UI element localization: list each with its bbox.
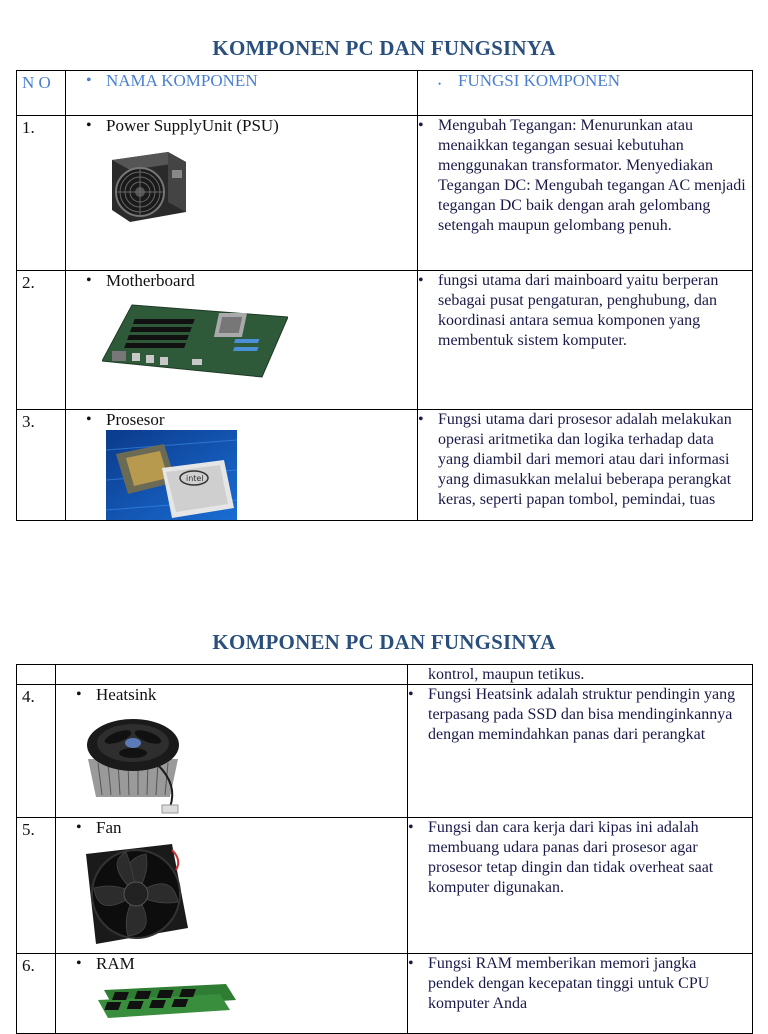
table-row xyxy=(17,116,753,271)
table-row xyxy=(17,665,753,685)
continuation-text: kontrol, maupun tetikus. xyxy=(408,665,753,685)
header-no: N O xyxy=(17,71,66,116)
table-row xyxy=(17,271,753,410)
row-number: 1. xyxy=(17,116,66,271)
page-title: KOMPONEN PC DAN FUNGSINYA xyxy=(212,630,556,654)
component-name: Fan xyxy=(96,818,122,837)
table-row xyxy=(17,410,753,521)
header-func: FUNGSI KOMPONEN xyxy=(458,71,620,90)
component-name: Power SupplyUnit (PSU) xyxy=(106,116,279,135)
component-function: fungsi utama dari mainboard yaitu berperan sebagai pusat pengaturan, penghubung, dan koordinasi antara semua komponen yang membentuk sistem komputer. xyxy=(438,272,719,349)
name-cell xyxy=(66,271,418,410)
func-cell xyxy=(408,954,753,1034)
fan-image xyxy=(76,840,403,948)
name-cell xyxy=(56,665,408,685)
component-function: Fungsi utama dari prosesor adalah melakukan operasi aritmetika dan logika terhadap data yang diambil dari memori atau dari informasi yang dimasukkan melalui beberapa perangkat keras, seperti papan tombol, pemindai, tuas xyxy=(438,411,732,508)
bullet-icon: • xyxy=(86,72,92,89)
name-cell xyxy=(66,410,418,521)
name-cell xyxy=(56,818,408,954)
component-function: Fungsi Heatsink adalah struktur pendingin yang terpasang pada SSD dan bisa mendinginkannya dengan memindahkan panas dari perangkat xyxy=(428,686,736,743)
heatsink-image xyxy=(78,705,403,817)
bullet-icon: • xyxy=(86,272,92,289)
component-table xyxy=(16,70,753,521)
header-name-cell xyxy=(66,71,418,116)
component-name: RAM xyxy=(96,954,135,973)
table-row xyxy=(17,685,753,818)
svg-text:intel: intel xyxy=(186,474,204,483)
component-function: Mengubah Tegangan: Menurunkan atau menaikkan tegangan sesuai kebutuhan menggunakan transformator. Menyediakan Tegangan DC: Mengubah tegangan AC menjadi tegangan DC baik dengan arah gelombang setengah maupun gelombang penuh. xyxy=(438,117,746,234)
header-func-cell xyxy=(418,71,753,116)
func-cell xyxy=(418,271,753,410)
func-cell xyxy=(408,818,753,954)
bullet-icon: • xyxy=(418,272,424,289)
processor-image xyxy=(106,430,413,520)
name-cell xyxy=(66,116,418,271)
psu-image xyxy=(106,142,413,226)
func-cell xyxy=(418,116,753,271)
component-name: Prosesor xyxy=(106,410,165,429)
func-cell xyxy=(418,410,753,521)
header-name: NAMA KOMPONEN xyxy=(106,71,258,90)
name-cell xyxy=(56,685,408,818)
func-cell xyxy=(408,685,753,818)
table-row xyxy=(17,818,753,954)
component-table xyxy=(16,664,753,1034)
row-number: 5. xyxy=(17,818,56,954)
bullet-icon: • xyxy=(76,819,82,836)
table-header-row xyxy=(17,71,753,116)
bullet-icon: • xyxy=(408,819,414,836)
component-name: Heatsink xyxy=(96,685,157,704)
bullet-icon: • xyxy=(76,955,82,972)
row-number xyxy=(17,665,56,685)
component-function: Fungsi RAM memberikan memori jangka pendek dengan kecepatan tinggi untuk CPU komputer Anda xyxy=(428,955,710,1012)
table-row xyxy=(17,954,753,1034)
ram-image xyxy=(96,978,403,1018)
row-number: 6. xyxy=(17,954,56,1034)
row-number: 2. xyxy=(17,271,66,410)
page-title: KOMPONEN PC DAN FUNGSINYA xyxy=(212,36,556,60)
name-cell xyxy=(56,954,408,1034)
bullet-icon: • xyxy=(86,117,92,134)
row-number: 4. xyxy=(17,685,56,818)
bullet-icon: • xyxy=(438,79,442,89)
motherboard-image xyxy=(102,299,413,379)
bullet-icon: • xyxy=(418,117,424,134)
bullet-icon: • xyxy=(76,686,82,703)
bullet-icon: • xyxy=(408,686,414,703)
bullet-icon: • xyxy=(418,411,424,428)
component-function: Fungsi dan cara kerja dari kipas ini adalah membuang udara panas dari prosesor agar prosesor tetap dingin dan tidak overheat saat komputer digunakan. xyxy=(428,819,714,896)
row-number: 3. xyxy=(17,410,66,521)
bullet-icon: • xyxy=(408,955,414,972)
component-name: Motherboard xyxy=(106,271,195,290)
bullet-icon: • xyxy=(86,411,92,428)
